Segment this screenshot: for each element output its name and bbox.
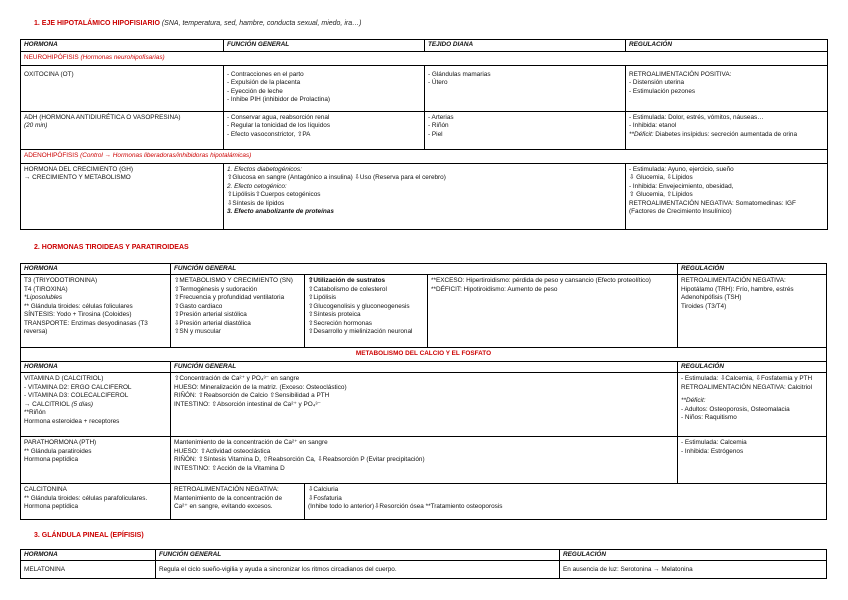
cell-line: VITAMINA D (CALCITRIOL) [24,375,104,383]
cell-line: INTESTINO: ⇧Acción de la Vitamina D [174,464,285,472]
cell-line: - VITAMINA D3: COLECALCIFEROL [24,392,129,400]
table-row: T3 (TRIYODOTIRONINA) T4 (TIROXINA) *Liposolubles ** Glándula tiroides: células foliculares SÍNTESIS: Yodo + Tirosina (Coloides) TRANSPORTE: Enzimas desyodinasas (T3 reversa) ⇧METABOLISMO Y CRECIMIENTO (SN) ⇧Termogénesis y sudoración ⇧Frecuencia y profundidad ventilatoria ⇧Gasto cardiaco ⇧Presión arterial sistólica ⇩Presión arterial diastólica ⇧SN y muscular ⇧Utilización de sustratos ⇧Catabolismo de colesterol ⇧Lipólisis ⇧Glucogenolisis y gluconeogenesis ⇧Síntesis proteica ⇧Secreción hormonas ⇧Desarrollo y mielinización neuronal **EXCESO: Hipertiroidismo: pérdida de peso y cansancio (Efecto proteolítico) **DÉFICIT: Hipotiroidismo: Aumento de peso RETROALIMENTACIÓN NEGATIVA: Hipotálamo (TRH): Frío, hambre, estrés Adenohipófisis (TSH) Tiroides (T3/T4) [21,275,827,348]
cell-line: **DÉFICIT: Hipotiroidismo: Aumento de peso [431,285,558,293]
table-row: MELATONINA Regula el ciclo sueño-vigilia y ayuda a sincronizar los ritmos circadianos del cuerpo. En ausencia de luz: Serotonina → Melatonina [21,561,827,579]
cell-line: - Arterias [428,114,454,121]
cell-line: ⇧Lipólisis⇧Cuerpos cetogénicos [227,191,321,199]
cell-line: RETROALIMENTACIÓN NEGATIVA: [174,486,279,494]
cell-line: - Estimulada: ⇩Calcemia, ⇩Fosfatemia y PTH [681,375,813,383]
cell-line: - Contracciones en el parto [227,71,304,78]
cell-line: RETROALIMENTACIÓN POSITIVA: [629,71,732,78]
cell-line: HUESO: Mineralización de la matriz. (Exceso: Osteoclástico) [174,383,347,391]
adenohipofisis-row: ADENOHIPÓFISIS (Control → Hormonas liberadoras/inhibidoras hipotalámicas) [21,150,828,164]
cell-line: Hormona esteroidea + receptores [24,417,120,425]
cell-line: - Expulsión de la placenta [227,79,301,87]
cell-line: (20 min) [24,122,48,130]
cell-line: ⇧Glucogenolisis y gluconeogenesis [308,302,410,310]
cell-line: - Regular la tonicidad de los líquidos [227,122,331,130]
cell-line: - Inhibe PIH (inhibidor de Prolactina) [227,96,331,104]
cell-line: - Efecto vasoconstrictor, ⇧PA [227,130,311,138]
cell-line: - Estimulada: Dolor, estrés, vómitos, náuseas… [629,114,764,121]
cell-line: ⇩ Glucemia, ⇩Lípidos [629,174,693,182]
cell-line: RETROALIMENTACIÓN NEGATIVA: [681,277,786,285]
cell-line: ⇧Síntesis proteica [308,311,361,319]
cell-line: Mantenimiento de la concentración de [174,494,282,502]
calcio-fosfato-row: METABOLISMO DEL CALCIO Y EL FOSFATO [21,348,827,361]
cell-line: - Inhibida: etanol [629,122,677,130]
cell-line: - Estimulación pezones [629,87,696,95]
cell-line: ⇧Catabolismo de colesterol [308,285,387,293]
cell-line: SÍNTESIS: Yodo + Tirosina (Coloides) [24,311,132,319]
cell-line: RIÑÓN: ⇧Reabsorción de Calcio ⇧Sensibilidad a PTH [174,392,330,400]
cell-line: RIÑÓN: ⇧Síntesis Vitamina D, ⇧Reabsorción Ca, ⇩Reabsorción P (Evitar precipitación) [174,456,425,464]
cell-line: T4 (TIROXINA) [24,285,68,293]
cell-line: ⇧Lipólisis [308,294,337,302]
cell-line: ⇩Fosfaturia [308,494,342,502]
cell-line: RETROALIMENTACIÓN NEGATIVA: Somatomedinas: IGF [629,199,796,207]
table-header: HORMONA FUNCIÓN GENERAL TEJIDO DIANA REGULACIÓN [21,40,828,52]
cell-line: **Déficit: [681,397,706,405]
cell-line: - Estimulada: Calcemia [681,439,747,447]
table-pineal [20,549,827,579]
cell-line: ⇧Utilización de sustratos [308,277,386,285]
cell-line: **Déficit: Diabetes insípidus: secreción aumentada de orina [629,130,798,138]
cell-line: ⇧Gasto cardiaco [174,302,223,310]
table-row [21,437,827,484]
cell-line: - Distensión uterina [629,79,685,87]
cell-line: HUESO: ⇧Actividad osteoclástica [174,447,271,455]
cell-line: T3 (TRIYODOTIRONINA) [24,277,98,285]
cell-line: ADH (HORMONA ANTIDIURÉTICA O VASOPRESINA) [24,114,181,121]
cell-line: - Eyección de leche [227,87,283,95]
cell-line: - Útero [428,79,448,87]
cell-line: ⇧Frecuencia y profundidad ventilatoria [174,294,285,302]
cell-line: → CALCITRIOL (5 días) [24,400,94,408]
cell-line: 2. Efecto cetogénico: [227,182,287,190]
table-hipotalamo [20,39,828,230]
table-row [21,484,827,520]
cell-line: - Inhibida: Envejecimiento, obesidad, [629,182,734,190]
cell-line: Adenohipófisis (TSH) [681,294,742,302]
section-2-title: 2. HORMONAS TIROIDEAS Y PARATIROIDEAS [34,244,189,251]
section-3-title: 3. GLÁNDULA PINEAL (EPÍFISIS) [34,532,144,539]
table-header: HORMONA FUNCIÓN GENERAL REGULACIÓN [21,361,827,372]
cell-line: Ca²⁺ en sangre, evitando excesos. [174,503,273,511]
cell-line: - Inhibida: Estrógenos [681,447,744,455]
cell-line: ** Glándula tiroides: células parafoliculares. [24,494,148,502]
cell-line: 1. Efectos diabetogénicos: [227,166,302,173]
cell-line: - Glándulas mamarias [428,71,491,78]
cell-line: ⇧Termogénesis y sudoración [174,285,258,293]
neurohipofisis-row: NEUROHIPÓFISIS (Hormonas neurohipofisarias) [21,52,828,66]
cell-line: - Conservar agua, reabsorción renal [227,114,330,121]
cell-line: ** Glándula tiroides: células foliculares [24,302,133,310]
cell-line: ⇩Síntesis de lípidos [227,199,285,207]
cell-line: ⇩Calciuria [308,486,339,494]
cell-line: - Adultos: Osteoporosis, Osteomalacia [681,405,790,413]
cell-line: Hipotálamo (TRH): Frío, hambre, estrés [681,285,794,293]
cell-line: (Inhibe todo lo anterior)⇩Resorción ósea **Tratamiento osteoporosis [308,503,503,511]
table-row [21,164,828,230]
cell-line: (Factores de Crecimiento Insulínico) [629,208,732,216]
section-1-title: 1. EJE HIPOTALÁMICO HIPOFISIARIO (SNA, temperatura, sed, hambre, conducta sexual, miedo, ira…) [34,20,362,27]
cell-line: HORMONA DEL CRECIMIENTO (GH) [24,166,134,173]
cell-line: - Piel [428,130,443,138]
cell-line: RETROALIMENTACIÓN NEGATIVA: Calcitriol [681,383,813,391]
cell-line: - Niños: Raquitismo [681,414,737,422]
cell-line: PARATHORMONA (PTH) [24,439,97,447]
cell-line: → CRECIMIENTO Y METABOLISMO [24,174,131,182]
cell-line: *Liposolubles [24,294,63,302]
cell-line: - Estimulada: Ayuno, ejercicio, sueño [629,166,734,173]
cell-line: 3. Efecto anabolizante de proteínas [227,208,334,216]
cell-line: Tiroides (T3/T4) [681,302,727,310]
table-row [21,373,827,437]
cell-line: ** Glándula paratiroides [24,447,92,455]
table-row: OXITOCINA (OT) - Contracciones en el parto - Expulsión de la placenta - Eyección de leche - Inhibe PIH (inhibidor de Prolactina) - Glándulas mamarias - Útero RETROALIMENTACIÓN POSITIVA: - Distensión uterina - Estimulación pezones [21,66,828,112]
cell-line: INTESTINO: ⇧Absorción intestinal de Ca²⁺ y PO₄³⁻ [174,400,321,408]
cell-line: ⇩Presión arterial diastólica [174,319,251,327]
table-header: HORMONA FUNCIÓN GENERAL REGULACIÓN [21,264,827,275]
cell-line: **Riñón [24,409,46,417]
cell-line: ⇧Glucosa en sangre (Antagónico a insulina) ⇩Uso (Reserva para el cerebro) [227,174,446,182]
cell-line: CALCITONINA [24,486,67,494]
cell-line: ⇧Desarrollo y mielinización neuronal [308,328,413,336]
cell-line: - Riñón [428,122,449,130]
cell-line: ⇧ Glucemia, ⇧Lípidos [629,191,693,199]
cell-line: ⇧Concentración de Ca²⁺ y PO₄³⁻ en sangre [174,375,300,383]
cell-line: - VITAMINA D2: ERGO CALCIFEROL [24,383,132,391]
cell-line: ⇧Secreción hormonas [308,319,372,327]
cell-line: Hormona peptídica [24,456,78,464]
cell-line: Mantenimiento de la concentración de Ca²⁺ en sangre [174,439,328,447]
cell-line: Hormona peptídica [24,503,78,511]
cell-line: ⇧Presión arterial sistólica [174,311,247,319]
cell-line: **EXCESO: Hipertiroidismo: pérdida de peso y cansancio (Efecto proteolítico) [431,277,651,285]
table-tiroideas [20,263,827,520]
cell-line: ⇧METABOLISMO Y CRECIMIENTO (SN) [174,277,293,285]
cell-line: ⇧SN y muscular [174,328,221,336]
table-header: HORMONA FUNCIÓN GENERAL REGULACIÓN [21,550,827,561]
table-row [21,112,828,150]
